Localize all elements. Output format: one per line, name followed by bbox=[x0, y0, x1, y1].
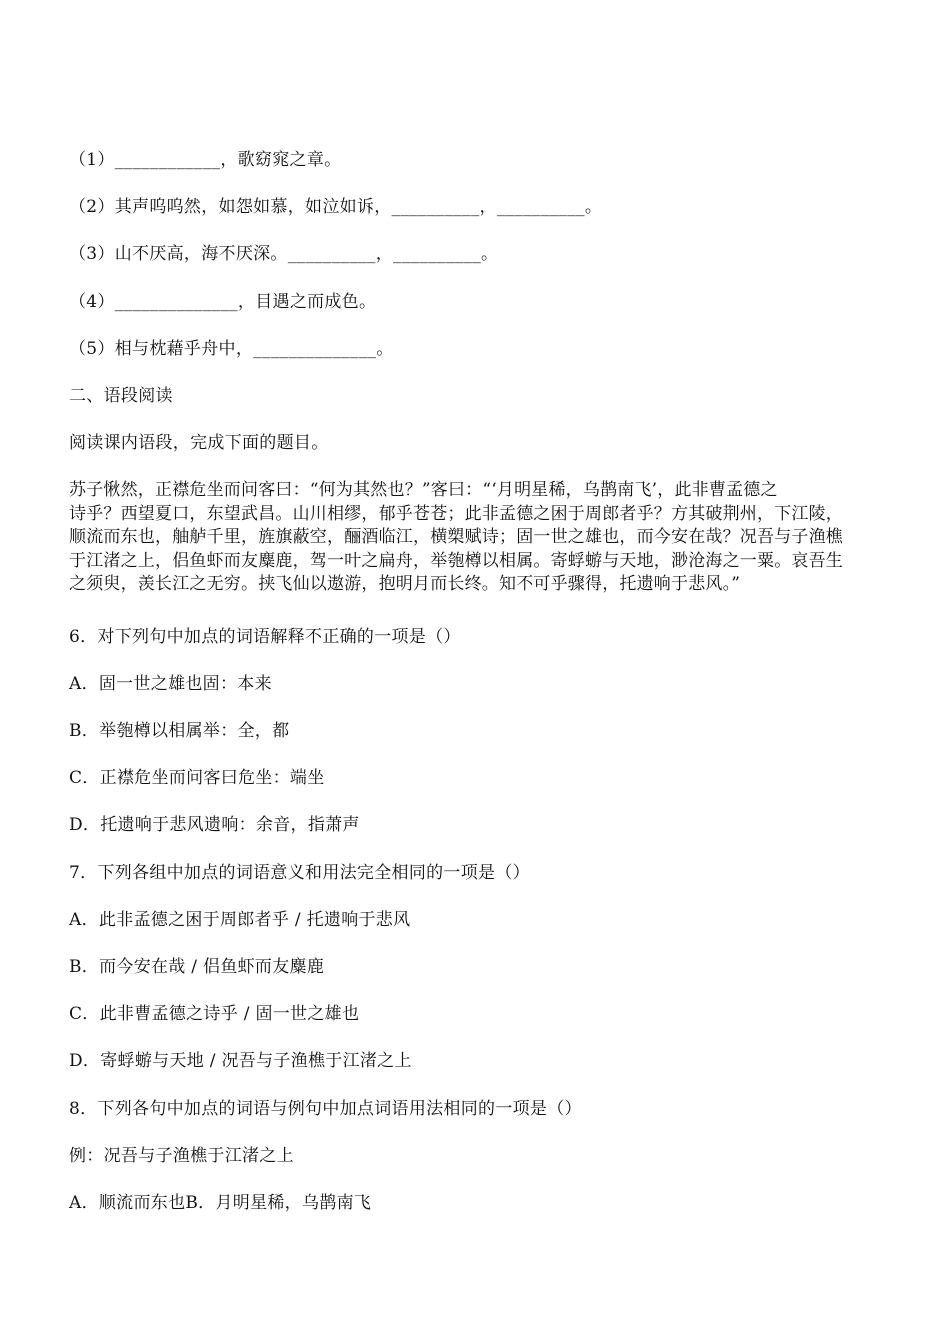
section-instruction: 阅读课内语段，完成下面的题目。 bbox=[69, 433, 329, 453]
fill-in-question-2: （2）其声呜呜然，如怨如慕，如泣如诉，__________，__________。 bbox=[69, 197, 603, 217]
question-8-options-ab: A．顺流而东也B．月明星稀，乌鹊南飞 bbox=[69, 1193, 372, 1213]
question-7-stem: 7．下列各组中加点的词语意义和用法完全相同的一项是（） bbox=[69, 863, 530, 883]
question-6-option-a: A．固一世之雄也固：本来 bbox=[69, 674, 272, 694]
question-7-option-a: A．此非孟德之困于周郎者乎 / 托遗响于悲风 bbox=[69, 910, 411, 930]
question-8-example: 例：况吾与子渔樵于江渚之上 bbox=[69, 1146, 294, 1166]
question-8-stem: 8．下列各句中加点的词语与例句中加点词语用法相同的一项是（） bbox=[69, 1099, 582, 1119]
passage-line: 诗乎？西望夏口，东望武昌。山川相缪，郁乎苍苍；此非孟德之困于周郎者乎？方其破荆州，下江陵， bbox=[69, 503, 843, 524]
passage-line: 顺流而东也，舳舻千里，旌旗蔽空，酾酒临江，横槊赋诗；固一世之雄也，而今安在哉？况吾与子渔樵 bbox=[69, 527, 843, 547]
passage-line: 于江渚之上，侣鱼虾而友麋鹿，驾一叶之扁舟，举匏樽以相属。寄蜉蝣与天地，渺沧海之一粟。哀吾生 bbox=[69, 550, 843, 571]
question-6-stem: 6．对下列句中加点的词语解释不正确的一项是（） bbox=[69, 627, 461, 647]
fill-in-question-5: （5）相与枕藉乎舟中，______________。 bbox=[69, 339, 394, 359]
fill-in-question-3: （3）山不厌高，海不厌深。__________，__________。 bbox=[69, 244, 499, 264]
passage-line: 苏子愀然，正襟危坐而问客曰：“何为其然也？”客曰：“‘月明星稀，乌鹊南飞’，此非曹孟德之 bbox=[69, 480, 778, 500]
question-6-option-b: B．举匏樽以相属举：全，都 bbox=[69, 721, 290, 741]
question-7-option-b: B．而今安在哉 / 侣鱼虾而友麋鹿 bbox=[69, 957, 325, 977]
passage-line: 之须臾，羡长江之无穷。挟飞仙以遨游，抱明月而长终。知不可乎骤得，托遗响于悲风。” bbox=[69, 574, 741, 594]
question-6-option-c: C．正襟危坐而问客曰危坐：端坐 bbox=[69, 768, 325, 788]
fill-in-question-1: （1）____________，歌窈窕之章。 bbox=[69, 150, 342, 170]
question-7-option-c: C．此非曹孟德之诗乎 / 固一世之雄也 bbox=[69, 1004, 360, 1024]
question-7-option-d: D．寄蜉蝣与天地 / 况吾与子渔樵于江渚之上 bbox=[69, 1051, 412, 1071]
fill-in-question-4: （4）______________，目遇之而成色。 bbox=[69, 292, 377, 312]
section-heading: 二、语段阅读 bbox=[69, 386, 173, 406]
reading-passage bbox=[69, 479, 884, 597]
question-6-option-d: D．托遗响于悲风遗响：余音，指萧声 bbox=[69, 815, 360, 835]
